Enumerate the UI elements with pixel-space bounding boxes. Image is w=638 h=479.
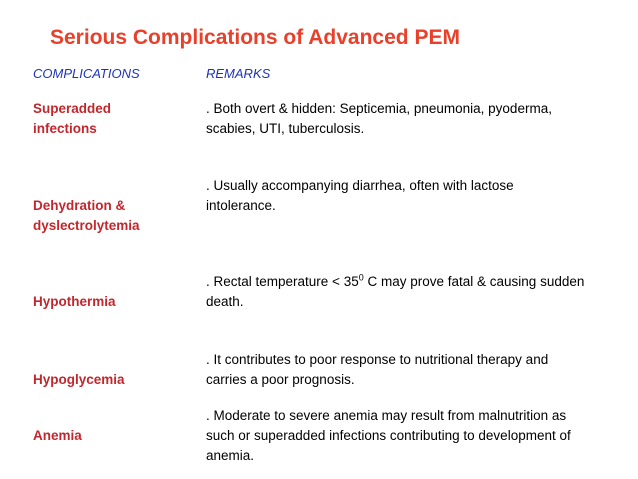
remark-line: anemia. — [206, 448, 255, 463]
header-complications: COMPLICATIONS — [33, 66, 140, 81]
complication-line: Anemia — [33, 428, 82, 443]
complication-hypothermia — [33, 292, 193, 312]
complication-line: Dehydration & — [33, 198, 126, 213]
remark-superadded-infections — [206, 99, 626, 139]
remark-anemia — [206, 406, 626, 466]
remark-line: C may prove fatal & causing sudden — [363, 274, 585, 289]
remark-line: death. — [206, 294, 244, 309]
remark-line: scabies, UTI, tuberculosis. — [206, 121, 365, 136]
remark-line: . Moderate to severe anemia may result from malnutrition as — [206, 408, 567, 423]
remark-line: . Usually accompanying diarrhea, often with lactose — [206, 178, 514, 193]
complication-dehydration — [33, 196, 193, 236]
complication-line: dyslectrolytemia — [33, 218, 140, 233]
remark-line: . It contributes to poor response to nutritional therapy and — [206, 352, 549, 367]
complication-line: Superadded — [33, 101, 112, 116]
header-remarks: REMARKS — [206, 66, 271, 81]
remark-line: carries a poor prognosis. — [206, 372, 355, 387]
remark-line: such or superadded infections contributing to development of — [206, 428, 571, 443]
complication-line: infections — [33, 121, 97, 136]
remark-hypoglycemia — [206, 350, 626, 390]
complication-line: Hypothermia — [33, 294, 116, 309]
complication-line: Hypoglycemia — [33, 372, 125, 387]
complication-hypoglycemia — [33, 370, 193, 390]
complication-anemia — [33, 426, 193, 446]
remark-hypothermia — [206, 272, 626, 312]
remark-line: . Rectal temperature < 35 — [206, 274, 359, 289]
complication-superadded-infections — [33, 99, 193, 139]
slide-title: Serious Complications of Advanced PEM — [50, 26, 460, 49]
degree-superscript: 0 — [358, 272, 364, 283]
remark-line: intolerance. — [206, 198, 276, 213]
remark-dehydration — [206, 176, 626, 216]
remark-line: . Both overt & hidden: Septicemia, pneumonia, pyoderma, — [206, 101, 552, 116]
